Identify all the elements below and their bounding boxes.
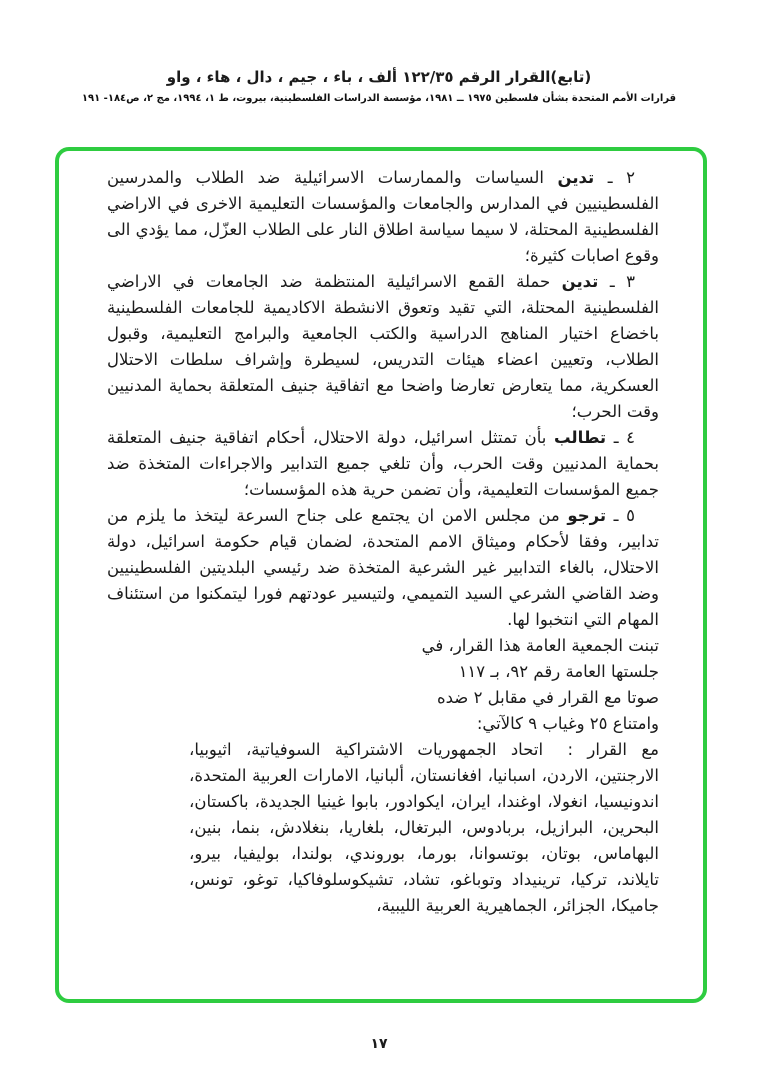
resolution-paragraph-4 xyxy=(107,425,659,503)
adoption-line: جلستها العامة رقم ٩٢، بـ ١١٧ xyxy=(458,662,659,681)
paragraph-text: السياسات والممارسات الاسرائيلية ضد الطلاب والمدرسين الفلسطينيين في المدارس والجامعات والمؤسسات التعليمية الاخرى في الاراضي الفلسطينية المحتلة، لا سيما سياسة اطلاق النار على الطلاب العزّل، مما يؤدي الى وقوع اصابات كثيرة؛ xyxy=(107,168,659,265)
paragraph-number: ٥ ـ xyxy=(606,506,635,525)
document-header xyxy=(0,68,758,104)
resolution-paragraph-3 xyxy=(107,269,659,425)
resolution-paragraph-5 xyxy=(107,503,659,633)
page-footer xyxy=(0,1036,758,1052)
paragraph-lead-word: تطالب xyxy=(553,428,607,447)
paragraph-number: ٢ ـ xyxy=(594,168,635,187)
paragraph-lead-word: تدين xyxy=(561,272,599,291)
resolution-title: (تابع)القرار الرقم ١٢٢/٣٥ ألف ، باء ، جيم ، دال ، هاء ، واو xyxy=(166,68,592,86)
resolution-body xyxy=(59,151,703,999)
source-citation: قرارات الأمم المتحدة بشأن فلسطين ١٩٧٥ ــ ١٩٨١، مؤسسة الدراسات الفلسطينية، بيروت، ط ١، ١٩٩٤، مج ٢، ص١٨٤- ١٩١ xyxy=(81,93,677,104)
adoption-line: صوتا مع القرار في مقابل ٢ ضده xyxy=(437,688,659,707)
resolution-paragraph-2 xyxy=(107,165,659,269)
paragraph-text: من مجلس الامن ان يجتمع على جناح السرعة ليتخذ ما يلزم من تدابير، وفقا لأحكام وميثاق الامم المتحدة، لضمان قيام حكومة اسرائيل، دولة الاحتلال، بالغاء التدابير غير الشرعية المتخذة ضد رئيسي البلديتين الفلسطينيين وضد القاضي الشرعي السيد التميمي، ولتيسير عودتهم فورا ليتمكنوا من استئناف المهام التي انتخبوا لها. xyxy=(107,506,659,629)
vote-countries-list: اتحاد الجمهوريات الاشتراكية السوفياتية، اثيوبيا، الارجنتين، الاردن، اسبانيا، افغانستان، ألبانيا، الامارات العربية المتحدة، اندونيسيا، انغولا، اوغندا، ايران، ايكوادور، بابوا غينيا الجديدة، باكستان، البحرين، البرازيل، بربادوس، البرتغال، بلغاريا، بنغلادش، بنما، بنين، البهاماس، بوتان، بوتسوانا، بورما، بوروندي، بولندا، بوليفيا، بيرو، تايلاند، تركيا، ترينيداد وتوباغو، تشاد، تشيكوسلوفاكيا، توغو، تونس، جاميكا، الجزائر، الجماهيرية العربية الليبية، xyxy=(189,740,659,915)
adoption-note xyxy=(107,633,659,737)
vote-result-block xyxy=(107,737,659,919)
page-number: ١٧ xyxy=(370,1036,388,1052)
vote-label: مع القرار : xyxy=(567,740,659,759)
paragraph-lead-word: ترجو xyxy=(567,506,607,525)
paragraph-number: ٤ ـ xyxy=(606,428,635,447)
adoption-line: تبنت الجمعية العامة هذا القرار، في xyxy=(421,636,659,655)
paragraph-text: حملة القمع الاسرائيلية المنتظمة ضد الجامعات في الاراضي الفلسطينية المحتلة، التي تقيد وتعوق الانشطة الاكاديمية للجامعات الفلسطينية باخضاع اختيار المناهج الدراسية والكتب الجامعية والبرامج التعليمية، وقبول الطلاب، وتعيين اعضاء هيئات التدريس، لسيطرة وإشراف سلطات الاحتلال العسكرية، مما يتعارض تعارضا واضحا مع اتفاقية جنيف المتعلقة بحماية المدنيين وقت الحرب؛ xyxy=(107,272,659,421)
paragraph-lead-word: تدين xyxy=(557,168,595,187)
adoption-line: وامتناع ٢٥ وغياب ٩ كالآتي: xyxy=(476,714,659,733)
paragraph-text: بأن تمتثل اسرائيل، دولة الاحتلال، أحكام اتفاقية جنيف المتعلقة بحماية المدنيين وقت الحرب، وأن تلغي جميع التدابير والاجراءات المتخذة ضد جميع المؤسسات التعليمية، وأن تضمن حرية هذه المؤسسات؛ xyxy=(107,428,659,499)
highlight-border-box xyxy=(55,147,707,1003)
paragraph-number: ٣ ـ xyxy=(598,272,636,291)
